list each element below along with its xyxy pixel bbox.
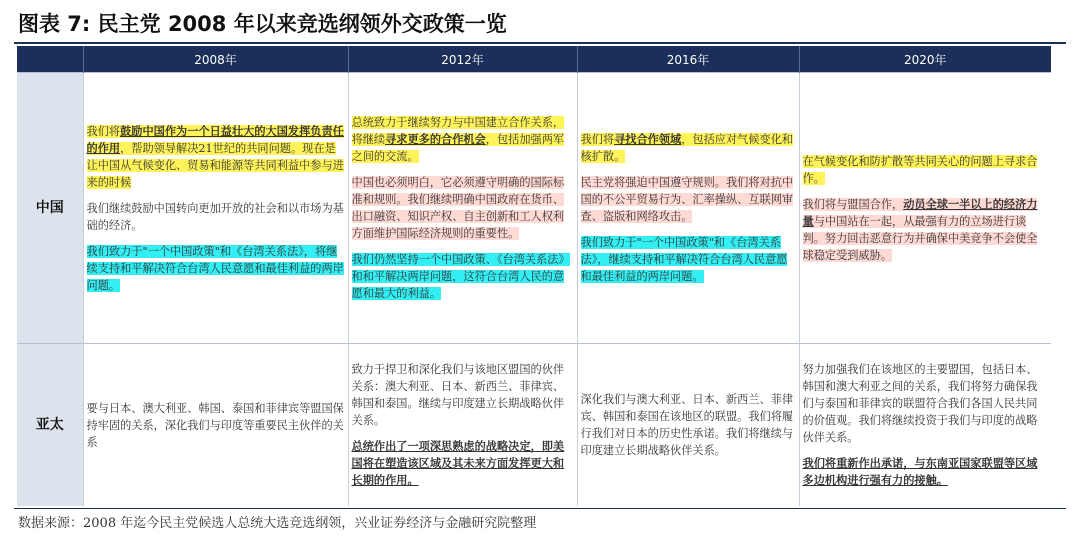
- text-china-2020-p2c: 与中国站在一起，从最强有力的立场进行谈判。努力回击恶意行为并确保中美竞争不会使全球稳定受到威胁。: [802, 214, 1038, 262]
- text-china-2020-p1: 在气候变化和防扩散等共同关心的问题上寻求合作。: [802, 154, 1038, 185]
- cell-china-2008: [83, 73, 348, 344]
- text-china-2008-p3: 我们致力于"一个中国政策"和《台湾关系法》，将继续支持和平解决符合台湾人民意愿和最佳利益的两岸问题。: [86, 244, 344, 292]
- text-asia-2008-p1: 要与日本、澳大利亚、韩国、泰国和菲律宾等盟国保持牢固的关系，深化我们与印度等重要民主伙伴的关系: [86, 401, 344, 449]
- source-note: 数据来源：2008 年迄今民主党候选人总统大选竞选纲领，兴业证券经济与金融研究院整理: [18, 516, 537, 531]
- text-china-2016-p2: 民主党将强迫中国遵守规则。我们将对抗中国的不公平贸易行为、汇率操纵、互联网审查、盗版和网络攻击。: [580, 176, 794, 223]
- text-china-2016-p1b: 寻找合作领域: [614, 132, 682, 146]
- table-header-row: [17, 46, 1051, 73]
- policy-table: [17, 46, 1051, 506]
- table-row-china: [17, 73, 1051, 344]
- figure-title: 图表 7: 民主党 2008 年以来竞选纲领外交政策一览: [18, 12, 507, 36]
- text-china-2008-p2: 我们继续鼓励中国转向更加开放的社会和以市场为基础的经济。: [86, 201, 344, 232]
- text-asia-2020-p2: 我们将重新作出承诺，与东南亚国家联盟等区域多边机构进行强有力的接触。: [802, 456, 1038, 487]
- cell-china-2012: [348, 73, 577, 344]
- cell-asia-2012: [348, 344, 577, 507]
- header-corner: [17, 46, 83, 73]
- text-asia-2012-p1: 致力于捍卫和深化我们与该地区盟国的伙伴关系：澳大利亚、日本、新西兰、菲律宾、韩国和泰国。继续与印度建立长期战略伙伴关系。: [351, 363, 565, 427]
- text-asia-2012-p2: 总统作出了一项深思熟虑的战略决定，即美国将在塑造该区域及其未来方面发挥更大和长期的作用。: [351, 439, 565, 487]
- header-2016: 2016年: [577, 46, 799, 73]
- text-china-2008-p1b: 鼓励中国作为一个日益壮大的大国发挥负责任的作用: [86, 123, 344, 155]
- text-asia-2020-p1: 努力加强我们在该地区的主要盟国，包括日本、韩国和澳大利亚之间的关系，我们将努力确保我们与泰国和菲律宾的联盟符合我们各国人民共同的价值观。我们将继续投资于我们与印度的战略伙伴关系。: [802, 363, 1038, 444]
- text-china-2016-p1c: ，包括应对气候变化和核扩散。: [580, 133, 794, 163]
- cell-asia-2020: [799, 344, 1051, 507]
- table-row-asia-pacific: [17, 344, 1051, 507]
- text-china-2020-p2a: 我们将与盟国合作，: [802, 197, 904, 211]
- text-china-2012-p3: 我们仍然坚持一个中国政策、《台湾关系法》和和平解决两岸问题，这符合台湾人民的意愿和最大的利益。: [351, 253, 570, 300]
- header-2020: 2020年: [799, 46, 1051, 73]
- header-2012: 2012年: [348, 46, 577, 73]
- text-asia-2016-p1: 深化我们与澳大利亚、日本、新西兰、菲律宾、韩国和泰国在该地区的联盟。我们将履行我们对日本的历史性承诺。我们将继续与印度建立长期战略伙伴关系。: [580, 393, 794, 457]
- title-divider: [14, 42, 1066, 44]
- text-china-2008-p1c: ，帮助领导解决21世纪的共同问题。现在是让中国从气候变化、贸易和能源等共同利益中参与进来的时候: [86, 141, 344, 189]
- cell-asia-2008: [83, 344, 348, 507]
- text-china-2020-p2b: 动员全球一半以上的经济力量: [802, 196, 1038, 228]
- header-2008: 2008年: [83, 46, 348, 73]
- text-china-2016-p1a: 我们将: [580, 133, 615, 146]
- text-china-2012-p2: 中国也必须明白，它必须遵守明确的国际标准和规则。我们继续明确中国政府在货币、出口融资、知识产权、自主创新和工人权利方面维护国际经济规则的重要性。: [351, 176, 565, 240]
- source-divider: [14, 508, 1066, 509]
- cell-china-2020: [799, 73, 1051, 344]
- text-china-2016-p3: 我们致力于"一个中国政策"和《台湾关系法》，继续支持和平解决符合台湾人民意愿和最佳利益的两岸问题。: [580, 236, 788, 283]
- text-china-2008-p1a: 我们将: [86, 124, 121, 138]
- text-china-2012-p1c: ，包括加强两军之间的交流。: [351, 133, 565, 163]
- cell-china-2016: [577, 73, 799, 344]
- text-china-2012-p1b: 寻求更多的合作机会: [385, 132, 486, 146]
- text-china-2012-p1a: 总统致力于继续努力与中国建立合作关系，将继续: [351, 116, 565, 146]
- cell-asia-2016: [577, 344, 799, 507]
- row-label-asia-pacific: 亚太: [17, 344, 83, 507]
- row-label-china: 中国: [17, 73, 83, 344]
